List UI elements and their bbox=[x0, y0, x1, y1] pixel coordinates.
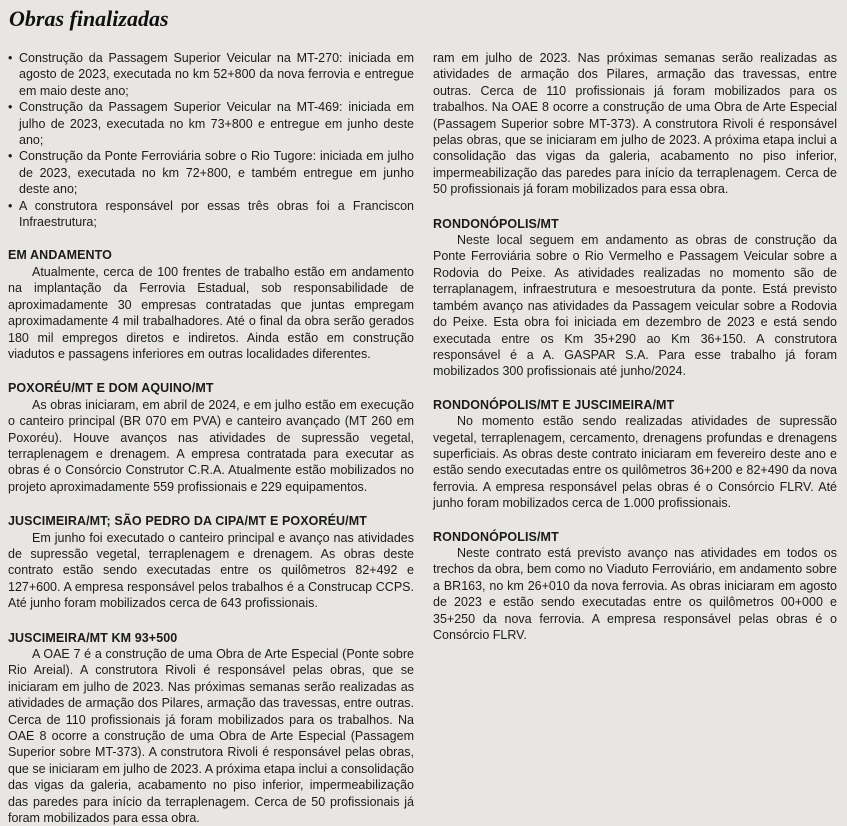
list-item: • Construção da Ponte Ferroviária sobre o Rio Tugore: iniciada em julho de 2023, executada no km 72+800, e também entregue em junho deste ano; bbox=[8, 148, 414, 197]
section-heading: JUSCIMEIRA/MT; SÃO PEDRO DA CIPA/MT E POXORÉU/MT bbox=[8, 514, 367, 529]
section-body: Neste local seguem em andamento as obras de construção da Ponte Ferroviária sobre o Rio Vermelho e Passagem Veicular sobre a Rodovia do Peixe. As atividades realizadas no momento são de terraplanagem, infraestrutura e mesoestrutura da ponte. Está previsto também avanço nas atividades da Passagem veicular sobre a Rodovia do Peixe. Esta obra foi iniciada em dezembro de 2023 e está sendo executada entre os Km 35+290 ao Km 36+150. A construtora responsável é a A. GASPAR S.A. Para esse trabalho já foram mobilizados 300 profissionais até junho/2024. bbox=[433, 233, 837, 379]
section-heading: EM ANDAMENTO bbox=[8, 248, 112, 263]
section-rondonopolis-2 bbox=[433, 529, 837, 644]
left-column bbox=[8, 50, 414, 826]
section-body: As obras iniciaram, em abril de 2024, e em julho estão em execução o canteiro principal (BR 070 em PVA) e canteiro avançado (MT 260 em Poxoréu). Houve avanços nas atividades de supressão vegetal, terraplenagem e drenagem. A empresa contratada para executar as obras é o Consórcio Construtor C.R.A. Atualmente estão mobilizados no projeto aproximadamente 559 profissionais e 229 equipamentos. bbox=[8, 397, 414, 494]
section-heading: POXORÉU/MT E DOM AQUINO/MT bbox=[8, 381, 214, 396]
section-rondonopolis-juscimeira bbox=[433, 397, 837, 512]
list-item: • Construção da Passagem Superior Veicular na MT-270: iniciada em agosto de 2023, executada no km 52+800 da nova ferrovia e entregue em maio deste ano; bbox=[8, 50, 414, 99]
list-item: • A construtora responsável por essas três obras foi a Franciscon Infraestrutura; bbox=[8, 198, 414, 231]
section-poxoreu bbox=[8, 380, 414, 495]
section-heading: RONDONÓPOLIS/MT bbox=[433, 529, 559, 544]
section-juscimeira-sao-pedro bbox=[8, 513, 414, 611]
finished-works-list bbox=[8, 50, 414, 230]
section-juscimeira-km bbox=[8, 630, 414, 826]
section-body: Atualmente, cerca de 100 frentes de trabalho estão em andamento na implantação da Ferrovia Estadual, sob responsabilidade de aproximadamente 30 empresas contratadas que juntas empregam aproximadamente 4 mil trabalhadores. Até o final da obra serão gerados 180 mil empregos diretos e indiretos. Ainda estão em construção viadutos e passagens inferiores em outras localidades diferentes. bbox=[8, 264, 414, 361]
section-heading: RONDONÓPOLIS/MT bbox=[433, 216, 559, 231]
section-body-continued: ram em julho de 2023. Nas próximas semanas serão realizadas as atividades de armação dos Pilares, armação das travessas, entre outras. Cerca de 110 profissionais já foram mobilizados para os trabalhos. Na OAE 8 ocorre a construção de uma Obra de Arte Especial (Passagem Superior sobre MT-373). A construtora Rivoli é responsável pelas obras, que se iniciaram em julho de 2023. A próxima etapa inclui a consolidação das vigas da galeria, acabamento no piso inferior, impermeabilização das paredes para início da terraplenagem. Cerca de 50 profissionais já foram mobilizados para essa obra. bbox=[433, 51, 837, 197]
section-body: Neste contrato está previsto avanço nas atividades em todos os trechos da obra, bem como no Viaduto Ferroviário, em andamento sobre a BR163, no km 26+010 da nova ferrovia. As obras iniciaram em agosto de 2023 e estão sendo executadas entre os quilômetros 00+000 e 35+250 da nova ferrovia. A empresa responsável pelas obras é o Consórcio FLRV. bbox=[433, 545, 837, 642]
list-item: • Construção da Passagem Superior Veicular na MT-469: iniciada em julho de 2023, executada no km 73+800 e entregue em junho deste ano; bbox=[8, 99, 414, 148]
section-body: No momento estão sendo realizadas atividades de supressão vegetal, terraplenagem, cercamento, drenagens profundas e drenagens superficiais. As obras deste contrato iniciaram em fevereiro deste ano e estão sendo executadas entre os quilômetros 36+200 e 82+490 da nova ferrovia. A empresa responsável pelas obras é o Consórcio FLRV. Até junho foram mobilizados cerca de 1.000 profissionais. bbox=[433, 414, 837, 511]
right-column bbox=[433, 50, 837, 643]
section-body: A OAE 7 é a construção de uma Obra de Arte Especial (Ponte sobre Rio Areial). A construtora Rivoli é responsável pelas obras, que se iniciaram em julho de 2023. Nas próximas semanas serão realizadas as atividades de armação dos Pilares, armação das travessas, entre outras. Cerca de 110 profissionais já foram mobilizados para os trabalhos. Na OAE 8 ocorre a construção de uma Obra de Arte Especial (Passagem Superior sobre MT-373). A construtora Rivoli é responsável pelas obras, que se iniciaram em julho de 2023. A próxima etapa inclui a consolidação das vigas da galeria, acabamento no piso inferior, impermeabilização das paredes para início da terraplenagem. Cerca de 50 profissionais já foram mobilizados para essa obra. bbox=[8, 647, 414, 826]
section-heading: RONDONÓPOLIS/MT E JUSCIMEIRA/MT bbox=[433, 397, 675, 412]
page-title: Obras finalizadas bbox=[9, 6, 169, 31]
section-em-andamento bbox=[8, 247, 414, 362]
section-rondonopolis-1 bbox=[433, 216, 837, 380]
section-heading: JUSCIMEIRA/MT KM 93+500 bbox=[8, 630, 178, 645]
section-body: Em junho foi executado o canteiro principal e avanço nas atividades de supressão vegetal, terraplenagem e drenagem. As obras deste contrato estão sendo executadas entre os quilômetros 82+492 e 127+600. A empresa responsável pelos trabalhos é a Construcap CCPS. Até junho foram mobilizados cerca de 643 profissionais. bbox=[8, 530, 414, 611]
